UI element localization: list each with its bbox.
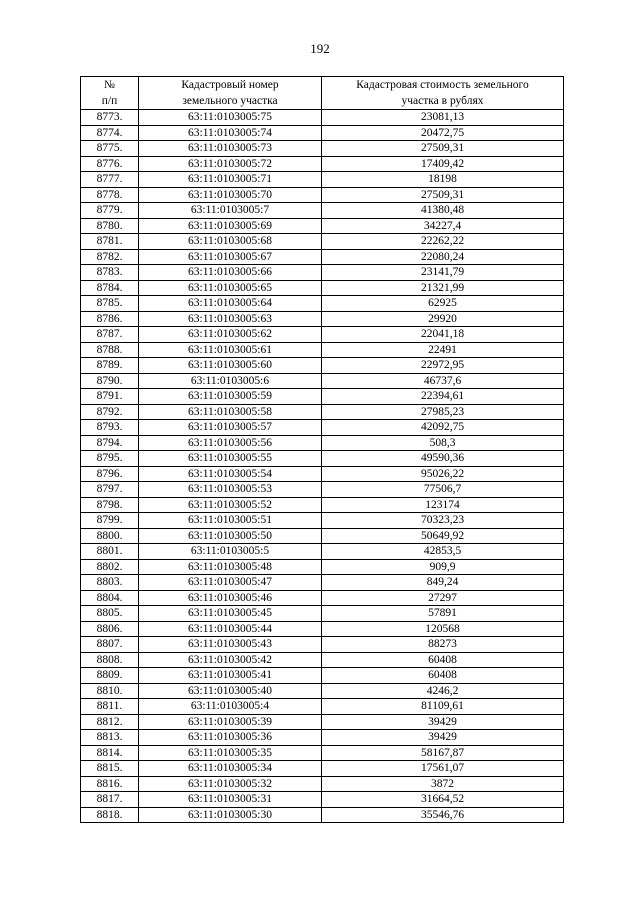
row-number-cell: 8802.: [81, 559, 139, 575]
table-row: [81, 528, 564, 544]
cadastral-number-cell: 63:11:0103005:4: [139, 699, 322, 715]
table-row: [81, 714, 564, 730]
row-number-cell: 8805.: [81, 606, 139, 622]
header-cadastral-value-top: Кадастровая стоимость земельного: [322, 77, 564, 94]
page-number: 192: [310, 41, 330, 56]
cadastral-number-cell: 63:11:0103005:39: [139, 714, 322, 730]
row-number-cell: 8812.: [81, 714, 139, 730]
cadastral-number-cell: 63:11:0103005:54: [139, 466, 322, 482]
cadastral-number-cell: 63:11:0103005:5: [139, 544, 322, 560]
header-number-top: №: [81, 77, 139, 94]
table-row: [81, 265, 564, 281]
table-row: [81, 482, 564, 498]
cadastral-value-cell: 3872: [322, 776, 564, 792]
row-number-cell: 8788.: [81, 342, 139, 358]
table-row: [81, 327, 564, 343]
table-row: [81, 187, 564, 203]
row-number-cell: 8816.: [81, 776, 139, 792]
cadastral-number-cell: 63:11:0103005:48: [139, 559, 322, 575]
row-number-cell: 8811.: [81, 699, 139, 715]
table-row: [81, 730, 564, 746]
cadastral-value-cell: 62925: [322, 296, 564, 312]
cadastral-number-cell: 63:11:0103005:41: [139, 668, 322, 684]
cadastral-number-cell: 63:11:0103005:45: [139, 606, 322, 622]
row-number-cell: 8791.: [81, 389, 139, 405]
cadastral-number-cell: 63:11:0103005:71: [139, 172, 322, 188]
row-number-cell: 8817.: [81, 792, 139, 808]
cadastral-value-cell: 81109,61: [322, 699, 564, 715]
cadastral-value-cell: 95026,22: [322, 466, 564, 482]
table-row: [81, 761, 564, 777]
table-row: [81, 683, 564, 699]
table-row: [81, 466, 564, 482]
row-number-cell: 8806.: [81, 621, 139, 637]
header-cadastral-number-bottom: земельного участка: [139, 93, 322, 110]
cadastral-number-cell: 63:11:0103005:75: [139, 110, 322, 126]
table-row: [81, 575, 564, 591]
table-row: [81, 637, 564, 653]
table-row: [81, 435, 564, 451]
header-row-bottom: [81, 93, 564, 110]
cadastral-number-cell: 63:11:0103005:53: [139, 482, 322, 498]
cadastral-number-cell: 63:11:0103005:36: [139, 730, 322, 746]
table-row: [81, 420, 564, 436]
cadastral-value-cell: 909,9: [322, 559, 564, 575]
table-row: [81, 280, 564, 296]
table-row: [81, 234, 564, 250]
cadastral-number-cell: 63:11:0103005:52: [139, 497, 322, 513]
cadastral-value-cell: 4246,2: [322, 683, 564, 699]
cadastral-value-cell: 34227,4: [322, 218, 564, 234]
row-number-cell: 8782.: [81, 249, 139, 265]
row-number-cell: 8804.: [81, 590, 139, 606]
table-row: [81, 404, 564, 420]
row-number-cell: 8774.: [81, 125, 139, 141]
cadastral-number-cell: 63:11:0103005:50: [139, 528, 322, 544]
cadastral-number-cell: 63:11:0103005:70: [139, 187, 322, 203]
table-row: [81, 621, 564, 637]
cadastral-value-cell: 70323,23: [322, 513, 564, 529]
row-number-cell: 8809.: [81, 668, 139, 684]
cadastral-number-cell: 63:11:0103005:69: [139, 218, 322, 234]
cadastral-value-cell: 46737,6: [322, 373, 564, 389]
table-row: [81, 792, 564, 808]
cadastral-number-cell: 63:11:0103005:31: [139, 792, 322, 808]
table-row: [81, 652, 564, 668]
table-row: [81, 513, 564, 529]
cadastral-value-cell: 22491: [322, 342, 564, 358]
cadastral-number-cell: 63:11:0103005:74: [139, 125, 322, 141]
cadastral-number-cell: 63:11:0103005:40: [139, 683, 322, 699]
table-row: [81, 218, 564, 234]
row-number-cell: 8780.: [81, 218, 139, 234]
cadastral-value-cell: 41380,48: [322, 203, 564, 219]
cadastral-value-cell: 20472,75: [322, 125, 564, 141]
cadastral-number-cell: 63:11:0103005:62: [139, 327, 322, 343]
cadastral-value-cell: 42853,5: [322, 544, 564, 560]
table-row: [81, 745, 564, 761]
cadastral-number-cell: 63:11:0103005:47: [139, 575, 322, 591]
cadastral-number-cell: 63:11:0103005:43: [139, 637, 322, 653]
cadastral-value-cell: 17409,42: [322, 156, 564, 172]
table-row: [81, 141, 564, 157]
cadastral-number-cell: 63:11:0103005:6: [139, 373, 322, 389]
row-number-cell: 8807.: [81, 637, 139, 653]
cadastral-number-cell: 63:11:0103005:68: [139, 234, 322, 250]
header-row-top: [81, 77, 564, 94]
cadastral-number-cell: 63:11:0103005:55: [139, 451, 322, 467]
cadastral-number-cell: 63:11:0103005:65: [139, 280, 322, 296]
table-row: [81, 110, 564, 126]
cadastral-value-cell: 23081,13: [322, 110, 564, 126]
header-number-bottom: п/п: [81, 93, 139, 110]
table-row: [81, 544, 564, 560]
cadastral-number-cell: 63:11:0103005:44: [139, 621, 322, 637]
row-number-cell: 8775.: [81, 141, 139, 157]
table-row: [81, 807, 564, 823]
row-number-cell: 8785.: [81, 296, 139, 312]
cadastral-value-cell: 22041,18: [322, 327, 564, 343]
cadastral-number-cell: 63:11:0103005:34: [139, 761, 322, 777]
cadastral-value-cell: 123174: [322, 497, 564, 513]
row-number-cell: 8795.: [81, 451, 139, 467]
row-number-cell: 8801.: [81, 544, 139, 560]
table-row: [81, 358, 564, 374]
row-number-cell: 8799.: [81, 513, 139, 529]
cadastral-value-cell: 39429: [322, 730, 564, 746]
cadastral-value-cell: 27509,31: [322, 141, 564, 157]
cadastral-value-cell: 22972,95: [322, 358, 564, 374]
cadastral-value-cell: 27297: [322, 590, 564, 606]
row-number-cell: 8784.: [81, 280, 139, 296]
cadastral-number-cell: 63:11:0103005:57: [139, 420, 322, 436]
table-row: [81, 451, 564, 467]
cadastral-value-cell: 42092,75: [322, 420, 564, 436]
row-number-cell: 8773.: [81, 110, 139, 126]
table-row: [81, 389, 564, 405]
cadastral-number-cell: 63:11:0103005:61: [139, 342, 322, 358]
cadastral-number-cell: 63:11:0103005:58: [139, 404, 322, 420]
cadastral-number-cell: 63:11:0103005:73: [139, 141, 322, 157]
cadastral-value-cell: 849,24: [322, 575, 564, 591]
table-row: [81, 559, 564, 575]
cadastral-value-cell: 22262,22: [322, 234, 564, 250]
header-cadastral-value-bottom: участка в рублях: [322, 93, 564, 110]
row-number-cell: 8779.: [81, 203, 139, 219]
table-row: [81, 668, 564, 684]
row-number-cell: 8793.: [81, 420, 139, 436]
cadastral-value-cell: 22080,24: [322, 249, 564, 265]
table-row: [81, 125, 564, 141]
cadastral-value-cell: 27509,31: [322, 187, 564, 203]
cadastral-number-cell: 63:11:0103005:59: [139, 389, 322, 405]
row-number-cell: 8790.: [81, 373, 139, 389]
cadastral-value-cell: 22394,61: [322, 389, 564, 405]
row-number-cell: 8810.: [81, 683, 139, 699]
table-row: [81, 497, 564, 513]
cadastral-value-cell: 35546,76: [322, 807, 564, 823]
cadastral-value-cell: 17561,07: [322, 761, 564, 777]
row-number-cell: 8800.: [81, 528, 139, 544]
cadastral-value-cell: 508,3: [322, 435, 564, 451]
cadastral-number-cell: 63:11:0103005:7: [139, 203, 322, 219]
row-number-cell: 8803.: [81, 575, 139, 591]
row-number-cell: 8797.: [81, 482, 139, 498]
row-number-cell: 8789.: [81, 358, 139, 374]
table-row: [81, 156, 564, 172]
cadastral-number-cell: 63:11:0103005:32: [139, 776, 322, 792]
row-number-cell: 8781.: [81, 234, 139, 250]
cadastral-value-cell: 23141,79: [322, 265, 564, 281]
row-number-cell: 8798.: [81, 497, 139, 513]
cadastral-number-cell: 63:11:0103005:56: [139, 435, 322, 451]
table-row: [81, 776, 564, 792]
row-number-cell: 8794.: [81, 435, 139, 451]
header-cadastral-number-top: Кадастровый номер: [139, 77, 322, 94]
cadastral-value-cell: 21321,99: [322, 280, 564, 296]
cadastral-value-cell: 31664,52: [322, 792, 564, 808]
cadastral-number-cell: 63:11:0103005:35: [139, 745, 322, 761]
cadastral-number-cell: 63:11:0103005:51: [139, 513, 322, 529]
cadastral-number-cell: 63:11:0103005:46: [139, 590, 322, 606]
cadastral-value-cell: 60408: [322, 652, 564, 668]
cadastral-value-cell: 39429: [322, 714, 564, 730]
cadastral-number-cell: 63:11:0103005:30: [139, 807, 322, 823]
cadastral-number-cell: 63:11:0103005:63: [139, 311, 322, 327]
cadastral-number-cell: 63:11:0103005:60: [139, 358, 322, 374]
row-number-cell: 8815.: [81, 761, 139, 777]
cadastral-value-cell: 58167,87: [322, 745, 564, 761]
row-number-cell: 8813.: [81, 730, 139, 746]
cadastral-value-cell: 88273: [322, 637, 564, 653]
cadastral-number-cell: 63:11:0103005:67: [139, 249, 322, 265]
cadastral-value-cell: 49590,36: [322, 451, 564, 467]
table-body: [81, 110, 564, 823]
row-number-cell: 8778.: [81, 187, 139, 203]
cadastral-value-cell: 60408: [322, 668, 564, 684]
row-number-cell: 8787.: [81, 327, 139, 343]
cadastral-value-table: [80, 76, 564, 823]
row-number-cell: 8808.: [81, 652, 139, 668]
row-number-cell: 8776.: [81, 156, 139, 172]
row-number-cell: 8814.: [81, 745, 139, 761]
table-row: [81, 606, 564, 622]
cadastral-value-cell: 120568: [322, 621, 564, 637]
cadastral-value-cell: 27985,23: [322, 404, 564, 420]
table-row: [81, 590, 564, 606]
cadastral-value-cell: 50649,92: [322, 528, 564, 544]
cadastral-number-cell: 63:11:0103005:42: [139, 652, 322, 668]
cadastral-number-cell: 63:11:0103005:66: [139, 265, 322, 281]
table-row: [81, 172, 564, 188]
table-row: [81, 342, 564, 358]
row-number-cell: 8777.: [81, 172, 139, 188]
row-number-cell: 8818.: [81, 807, 139, 823]
table-row: [81, 311, 564, 327]
table-row: [81, 203, 564, 219]
table-row: [81, 296, 564, 312]
table-row: [81, 249, 564, 265]
cadastral-number-cell: 63:11:0103005:64: [139, 296, 322, 312]
table-row: [81, 373, 564, 389]
cadastral-value-cell: 77506,7: [322, 482, 564, 498]
row-number-cell: 8786.: [81, 311, 139, 327]
table-row: [81, 699, 564, 715]
cadastral-value-cell: 18198: [322, 172, 564, 188]
row-number-cell: 8783.: [81, 265, 139, 281]
table-header: [81, 77, 564, 110]
cadastral-number-cell: 63:11:0103005:72: [139, 156, 322, 172]
row-number-cell: 8796.: [81, 466, 139, 482]
cadastral-value-cell: 29920: [322, 311, 564, 327]
cadastral-value-cell: 57891: [322, 606, 564, 622]
row-number-cell: 8792.: [81, 404, 139, 420]
